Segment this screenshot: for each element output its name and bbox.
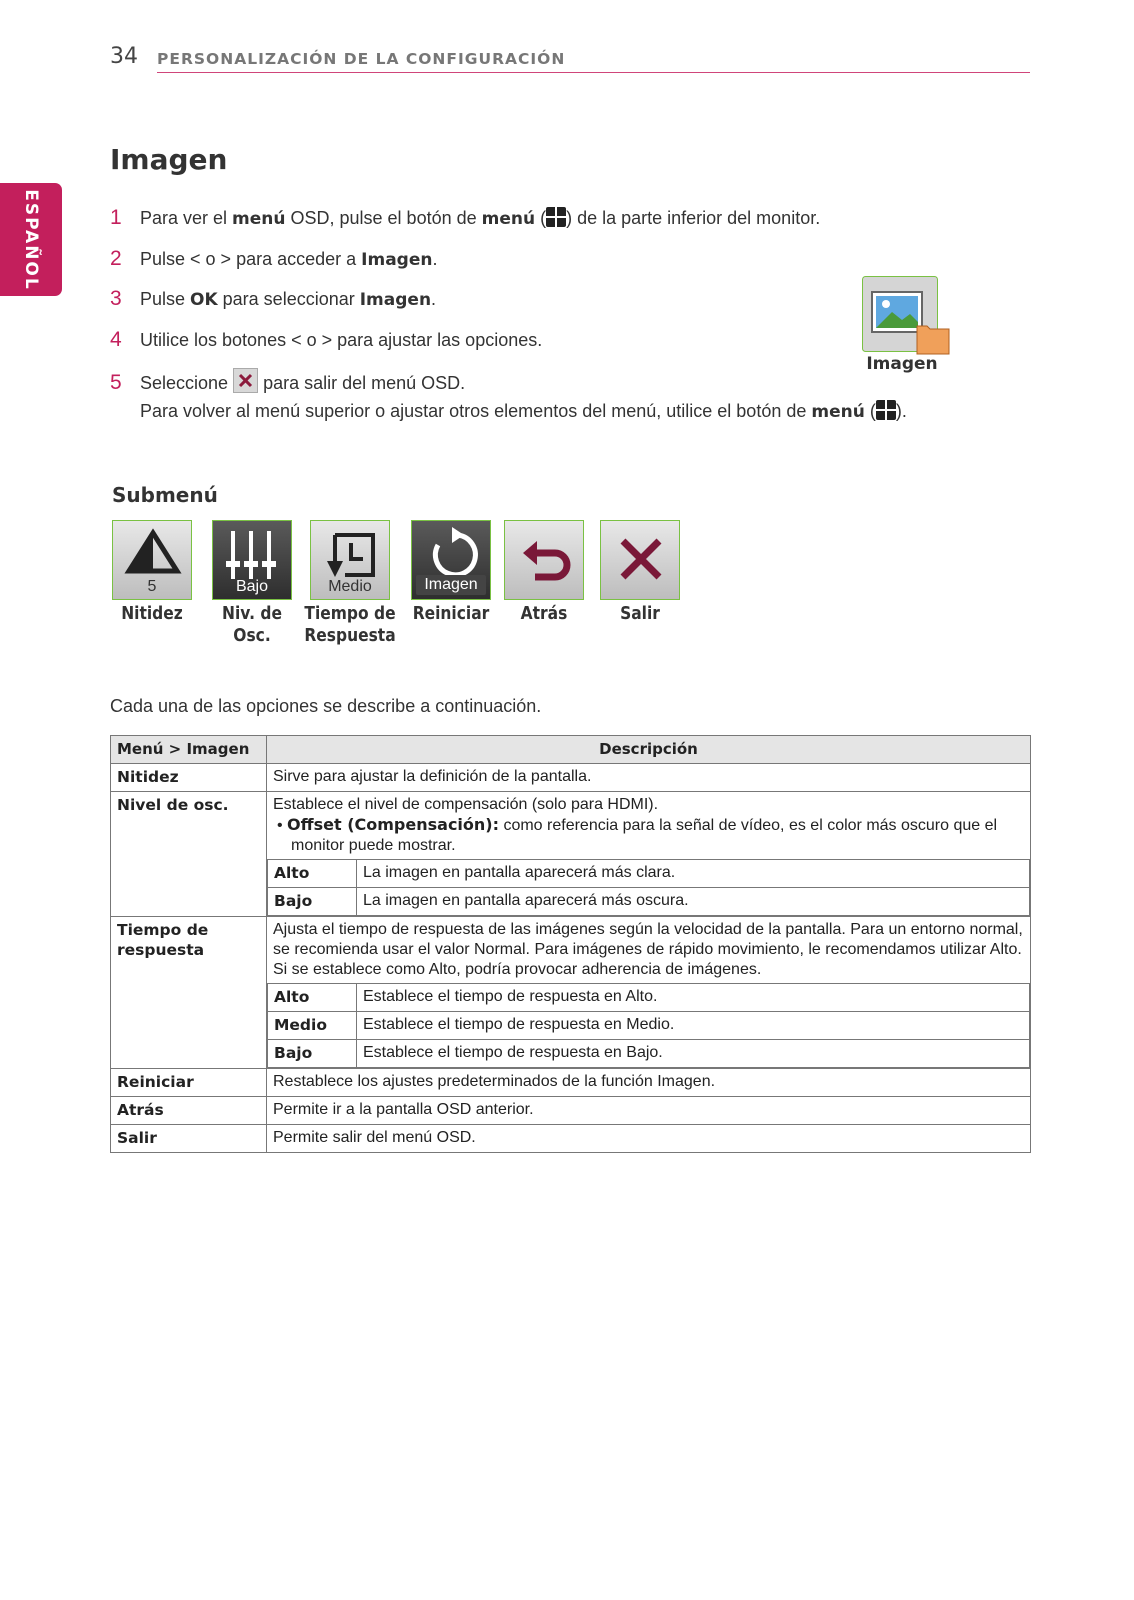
submenu-title: Submenú bbox=[112, 483, 218, 507]
step-number: 1 bbox=[110, 206, 122, 229]
step-1 bbox=[110, 206, 820, 230]
intro-text: Cada una de las opciones se describe a continuación. bbox=[110, 696, 542, 716]
option-key: Bajo bbox=[268, 1040, 357, 1068]
row-name: Atrás bbox=[111, 1097, 267, 1125]
option-desc: La imagen en pantalla aparecerá más oscura. bbox=[357, 888, 1030, 916]
tile-label-line: Respuesta bbox=[304, 625, 396, 646]
step-text: ) de la parte inferior del monitor. bbox=[566, 208, 821, 228]
response-time-tile[interactable] bbox=[310, 520, 390, 600]
option-key: Alto bbox=[268, 860, 357, 888]
step-2 bbox=[110, 247, 437, 271]
step-text: ). bbox=[895, 401, 907, 421]
tile-value: Imagen bbox=[416, 575, 486, 595]
step-number: 5 bbox=[110, 371, 122, 394]
tile-value: Medio bbox=[328, 578, 372, 595]
row-desc: Restablece los ajustes predeterminados de la función Imagen. bbox=[267, 1069, 1031, 1097]
table-header-row bbox=[111, 736, 1031, 764]
tile-label-line: Tiempo de bbox=[304, 603, 396, 624]
image-menu-icon bbox=[862, 276, 938, 352]
tile-label: Atrás bbox=[520, 603, 568, 624]
chapter-title: PERSONALIZACIÓN DE LA CONFIGURACIÓN bbox=[157, 50, 566, 68]
step-4 bbox=[110, 328, 542, 352]
option-desc: Establece el tiempo de respuesta en Bajo. bbox=[357, 1040, 1030, 1068]
option-subtable bbox=[267, 859, 1030, 916]
tile-value: Bajo bbox=[235, 578, 269, 595]
step-text: Para volver al menú superior o ajustar otros elementos del menú, utilice el botón de bbox=[140, 401, 812, 421]
step-text: para seleccionar bbox=[217, 289, 360, 309]
option-desc: La imagen en pantalla aparecerá más clara. bbox=[357, 860, 1030, 888]
step-bold: menú bbox=[481, 209, 536, 229]
tile-label bbox=[304, 603, 397, 647]
row-desc bbox=[267, 792, 1031, 917]
exit-icon bbox=[601, 521, 681, 601]
step-bold: OK bbox=[190, 290, 218, 310]
row-desc: Permite ir a la pantalla OSD anterior. bbox=[267, 1097, 1031, 1125]
step-text: Pulse < o > para acceder a bbox=[140, 249, 362, 269]
step-text: OSD, pulse el botón de bbox=[285, 208, 482, 228]
language-tab bbox=[0, 183, 62, 296]
step-text: . bbox=[432, 249, 438, 269]
option-row bbox=[268, 860, 1030, 888]
step-bold: Imagen bbox=[361, 250, 433, 270]
bullet-bold: Offset (Compensación): bbox=[287, 815, 499, 834]
step-text: . bbox=[431, 289, 437, 309]
header-rule bbox=[157, 72, 1030, 73]
option-row bbox=[268, 1012, 1030, 1040]
step-text: Para ver el bbox=[140, 208, 233, 228]
page-number: 34 bbox=[110, 44, 138, 69]
image-menu-label: Imagen bbox=[866, 354, 938, 374]
step-number: 4 bbox=[110, 328, 122, 351]
table-row bbox=[111, 1069, 1031, 1097]
step-number: 2 bbox=[110, 247, 122, 270]
tile-label: Salir bbox=[620, 603, 660, 624]
option-key: Medio bbox=[268, 1012, 357, 1040]
table-row bbox=[111, 1097, 1031, 1125]
step-bold: menú bbox=[232, 209, 286, 229]
row-name: Nitidez bbox=[111, 764, 267, 792]
black-level-tile[interactable] bbox=[212, 520, 292, 600]
option-row bbox=[268, 888, 1030, 916]
step-text: ( bbox=[864, 401, 876, 421]
exit-tile[interactable] bbox=[600, 520, 680, 600]
tile-label: Nitidez bbox=[121, 603, 183, 624]
option-row bbox=[268, 1040, 1030, 1068]
row-name-line: Tiempo de bbox=[117, 921, 209, 939]
desc-line: Si se establece como Alto, podría provocar adherencia de imágenes. bbox=[273, 961, 762, 978]
language-tab-label: ESPAÑOL bbox=[21, 188, 41, 291]
row-name: Reiniciar bbox=[111, 1069, 267, 1097]
row-name: Nivel de osc. bbox=[111, 792, 267, 917]
desc-line: Establece el nivel de compensación (solo para HDMI). bbox=[273, 796, 659, 813]
step-3 bbox=[110, 287, 436, 311]
option-subtable bbox=[267, 983, 1030, 1068]
desc-line: Ajusta el tiempo de respuesta de las imágenes según la velocidad de la pantalla. Para un entorno normal, se recomienda usar el valor Normal. Para imágenes de rápido movimiento, le recomendamos utilizar Alto. bbox=[273, 921, 1023, 958]
table-row bbox=[111, 792, 1031, 917]
step-bold: Imagen bbox=[359, 290, 432, 310]
table-row bbox=[111, 764, 1031, 792]
tile-value: 5 bbox=[147, 578, 157, 595]
step-5 bbox=[110, 368, 465, 395]
row-name: Salir bbox=[111, 1125, 267, 1153]
bullet-text: como referencia para la señal de vídeo, es el color más oscuro que el monitor puede mostrar. bbox=[291, 817, 998, 854]
option-row bbox=[268, 984, 1030, 1012]
reset-tile[interactable] bbox=[411, 520, 491, 600]
step-text: para salir del menú OSD. bbox=[258, 373, 466, 393]
column-header: Menú > Imagen bbox=[111, 736, 267, 764]
option-key: Bajo bbox=[268, 888, 357, 916]
section-title: Imagen bbox=[110, 143, 228, 176]
exit-button-icon bbox=[233, 368, 258, 393]
back-tile[interactable] bbox=[504, 520, 584, 600]
back-icon bbox=[505, 521, 585, 601]
step-text: ( bbox=[535, 208, 547, 228]
step-text: Pulse bbox=[140, 289, 191, 309]
column-header: Descripción bbox=[267, 736, 1031, 764]
row-desc: Permite salir del menú OSD. bbox=[267, 1125, 1031, 1153]
step-bold: menú bbox=[811, 402, 865, 422]
table-row bbox=[111, 1125, 1031, 1153]
option-desc: Establece el tiempo de respuesta en Medio. bbox=[357, 1012, 1030, 1040]
row-name bbox=[111, 917, 267, 1069]
menu-button-icon bbox=[876, 400, 896, 420]
row-desc bbox=[267, 917, 1031, 1069]
options-table bbox=[110, 735, 1031, 1153]
bullet-item: • Offset (Compensación): como referencia para la señal de vídeo, es el color más oscuro que el monitor puede mostrar. bbox=[277, 815, 998, 854]
step-number: 3 bbox=[110, 287, 122, 310]
table-row bbox=[111, 917, 1031, 1069]
tile-label: Reiniciar bbox=[412, 603, 490, 624]
sharpness-tile[interactable] bbox=[112, 520, 192, 600]
menu-button-icon bbox=[546, 207, 566, 227]
step-5-note bbox=[140, 400, 907, 422]
step-text: Seleccione bbox=[140, 373, 234, 393]
row-name-line: respuesta bbox=[117, 941, 205, 959]
step-text: Utilice los botones < o > para ajustar las opciones. bbox=[140, 330, 543, 350]
tile-label: Niv. de Osc. bbox=[222, 603, 282, 646]
option-key: Alto bbox=[268, 984, 357, 1012]
option-desc: Establece el tiempo de respuesta en Alto. bbox=[357, 984, 1030, 1012]
row-desc: Sirve para ajustar la definición de la pantalla. bbox=[267, 764, 1031, 792]
